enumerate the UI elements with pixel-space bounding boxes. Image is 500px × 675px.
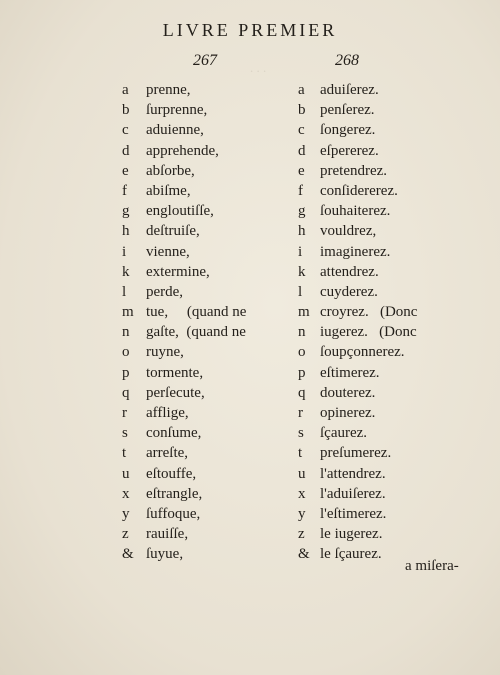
left-entry-letter: b <box>122 102 130 119</box>
left-entry-letter: n <box>122 324 130 341</box>
left-entry-word: ſuffoque, <box>146 505 201 522</box>
right-entry-letter: s <box>298 425 304 442</box>
page-number-right: 268 <box>335 52 359 69</box>
left-entry-word: arreſte, <box>146 445 189 462</box>
left-entry-letter: f <box>122 182 127 199</box>
left-entry-row <box>122 201 282 221</box>
left-entry-word: extermine, <box>146 263 210 280</box>
left-entry-word: prenne, <box>146 82 191 98</box>
right-entry-letter: i <box>298 243 303 260</box>
right-entry-word: le iugerez. <box>320 526 383 543</box>
left-entry-row <box>122 302 282 322</box>
left-entry-letter: l <box>122 283 127 300</box>
left-entry-row <box>122 181 282 201</box>
right-entry-row <box>298 443 468 463</box>
right-entry-word: preſumerez. <box>320 445 392 462</box>
right-entry-row <box>298 383 468 403</box>
right-entry-row <box>298 282 468 302</box>
left-entry-word: ſuyue, <box>146 546 184 563</box>
left-entry-letter: q <box>122 384 130 401</box>
left-entry-letter: h <box>122 223 130 240</box>
left-entry-row <box>122 221 282 241</box>
left-entry-row <box>122 282 282 302</box>
right-entry-letter: r <box>298 405 303 421</box>
left-entry-row <box>122 544 282 564</box>
right-entry-letter: n <box>298 324 306 341</box>
right-entry-word: cuyderez. <box>320 283 378 300</box>
right-entry-row <box>298 342 468 362</box>
left-entry-word: eſtouffe, <box>146 465 197 482</box>
left-entry-letter: k <box>122 263 130 280</box>
left-entry-word: perde, <box>146 283 184 300</box>
left-entry-word: aduienne, <box>146 122 204 139</box>
right-entry-letter: d <box>298 142 306 159</box>
right-entry-row <box>298 322 468 342</box>
right-entry-row <box>298 423 468 443</box>
left-entry-letter: a <box>122 82 129 98</box>
right-entry-row <box>298 262 468 282</box>
right-entry-word: opinerez. <box>320 405 376 421</box>
left-entry-letter: z <box>122 526 129 543</box>
left-entry-row <box>122 443 282 463</box>
right-entry-letter: c <box>298 122 305 139</box>
left-entry-word: tormente, <box>146 364 204 381</box>
page-number-left: 267 <box>193 52 217 69</box>
left-entry-letter: m <box>122 304 134 321</box>
left-entry-letter: i <box>122 243 127 260</box>
left-entry-word: deſtruiſe, <box>146 223 200 240</box>
right-entry-word: le ſçaurez. <box>320 546 382 563</box>
right-entry-letter: y <box>298 505 306 522</box>
right-entry-row <box>298 484 468 504</box>
left-entry-letter: g <box>122 203 130 220</box>
left-entry-word: gaſte, (quand ne <box>146 324 246 341</box>
right-entry-word: vouldrez, <box>320 223 377 240</box>
right-entry-word: eſtimerez. <box>320 364 380 381</box>
left-entry-row <box>122 262 282 282</box>
right-column <box>298 80 468 565</box>
right-entry-word: croyrez. (Donc <box>320 304 418 321</box>
right-entry-word: l'attendrez. <box>320 465 386 482</box>
right-entry-letter: b <box>298 102 306 119</box>
right-entry-row <box>298 242 468 262</box>
right-entry-row <box>298 120 468 140</box>
right-entry-letter: & <box>298 546 310 563</box>
left-entry-word: rauiſſe, <box>146 526 189 543</box>
right-entry-row <box>298 302 468 322</box>
right-entry-word: douterez. <box>320 384 376 401</box>
left-column <box>122 80 282 565</box>
left-entry-word: perſecute, <box>146 384 205 401</box>
show-through-text: . . . <box>250 60 267 75</box>
left-entry-letter: p <box>122 364 130 381</box>
right-entry-letter: k <box>298 263 306 280</box>
right-entry-word: ſongerez. <box>320 122 376 139</box>
left-entry-row <box>122 504 282 524</box>
right-entry-letter: x <box>298 485 306 502</box>
left-entry-word: tue, (quand ne <box>146 304 247 321</box>
left-entry-word: conſume, <box>146 425 202 442</box>
right-entry-row <box>298 524 468 544</box>
left-entry-letter: t <box>122 445 127 462</box>
left-entry-row <box>122 141 282 161</box>
catchword: a miſera- <box>405 558 459 574</box>
left-entry-letter: y <box>122 505 130 522</box>
left-entry-word: ruyne, <box>146 344 184 361</box>
right-entry-word: attendrez. <box>320 263 379 280</box>
right-entry-row <box>298 141 468 161</box>
right-entry-word: ſouhaiterez. <box>320 203 391 220</box>
right-entry-word: aduiſerez. <box>320 82 379 98</box>
running-head: LIVRE PREMIER <box>162 20 338 40</box>
right-entry-letter: g <box>298 203 306 220</box>
left-entry-row <box>122 484 282 504</box>
left-entry-word: ſurprenne, <box>146 102 208 119</box>
right-entry-row <box>298 363 468 383</box>
left-entry-word: engloutiſſe, <box>146 203 214 220</box>
right-entry-letter: e <box>298 162 305 179</box>
left-entry-letter: x <box>122 485 130 502</box>
right-entry-letter: h <box>298 223 306 240</box>
right-entry-row <box>298 201 468 221</box>
left-entry-word: afflige, <box>146 405 189 421</box>
right-entry-row <box>298 100 468 120</box>
right-entry-word: eſpererez. <box>320 142 379 159</box>
right-entry-letter: l <box>298 283 303 300</box>
right-entry-row <box>298 221 468 241</box>
right-entry-word: conſidererez. <box>320 182 398 199</box>
right-entry-letter: u <box>298 465 306 482</box>
right-entry-row <box>298 403 468 423</box>
right-entry-letter: m <box>298 304 310 321</box>
right-entry-letter: q <box>298 384 306 401</box>
left-entry-letter: s <box>122 425 128 442</box>
right-entry-word: penſerez. <box>320 102 375 119</box>
left-entry-row <box>122 80 282 100</box>
right-entry-word: ſoupçonnerez. <box>320 344 405 361</box>
right-entry-letter: f <box>298 182 303 199</box>
left-entry-row <box>122 423 282 443</box>
left-entry-word: apprehende, <box>146 142 219 159</box>
right-entry-letter: z <box>298 526 305 543</box>
left-entry-row <box>122 242 282 262</box>
right-entry-word: l'eſtimerez. <box>320 505 387 522</box>
left-entry-letter: o <box>122 344 130 361</box>
left-entry-word: abiſme, <box>146 182 191 199</box>
left-entry-letter: c <box>122 122 129 139</box>
left-entry-letter: u <box>122 465 130 482</box>
right-entry-letter: t <box>298 445 303 462</box>
left-entry-word: vienne, <box>146 243 190 260</box>
right-entry-row <box>298 80 468 100</box>
left-entry-word: eſtrangle, <box>146 485 203 502</box>
right-entry-word: l'aduiſerez. <box>320 485 386 502</box>
right-entry-word: ſçaurez. <box>320 425 368 442</box>
right-entry-row <box>298 161 468 181</box>
left-entry-row <box>122 383 282 403</box>
left-entry-row <box>122 464 282 484</box>
right-entry-letter: a <box>298 82 305 98</box>
right-entry-row <box>298 504 468 524</box>
left-entry-row <box>122 161 282 181</box>
left-entry-letter: d <box>122 142 130 159</box>
left-entry-row <box>122 524 282 544</box>
right-entry-word: iugerez. (Donc <box>320 324 417 341</box>
left-entry-letter: e <box>122 162 129 179</box>
left-entry-word: abſorbe, <box>146 162 195 179</box>
left-entry-row <box>122 342 282 362</box>
right-entry-row <box>298 181 468 201</box>
left-entry-row <box>122 403 282 423</box>
right-entry-word: imaginerez. <box>320 243 391 260</box>
left-entry-letter: & <box>122 546 134 563</box>
right-entry-letter: o <box>298 344 306 361</box>
left-entry-row <box>122 322 282 342</box>
left-entry-letter: r <box>122 405 127 421</box>
right-entry-row <box>298 464 468 484</box>
right-entry-letter: p <box>298 364 306 381</box>
left-entry-row <box>122 120 282 140</box>
left-entry-row <box>122 363 282 383</box>
left-entry-row <box>122 100 282 120</box>
right-entry-word: pretendrez. <box>320 162 388 179</box>
